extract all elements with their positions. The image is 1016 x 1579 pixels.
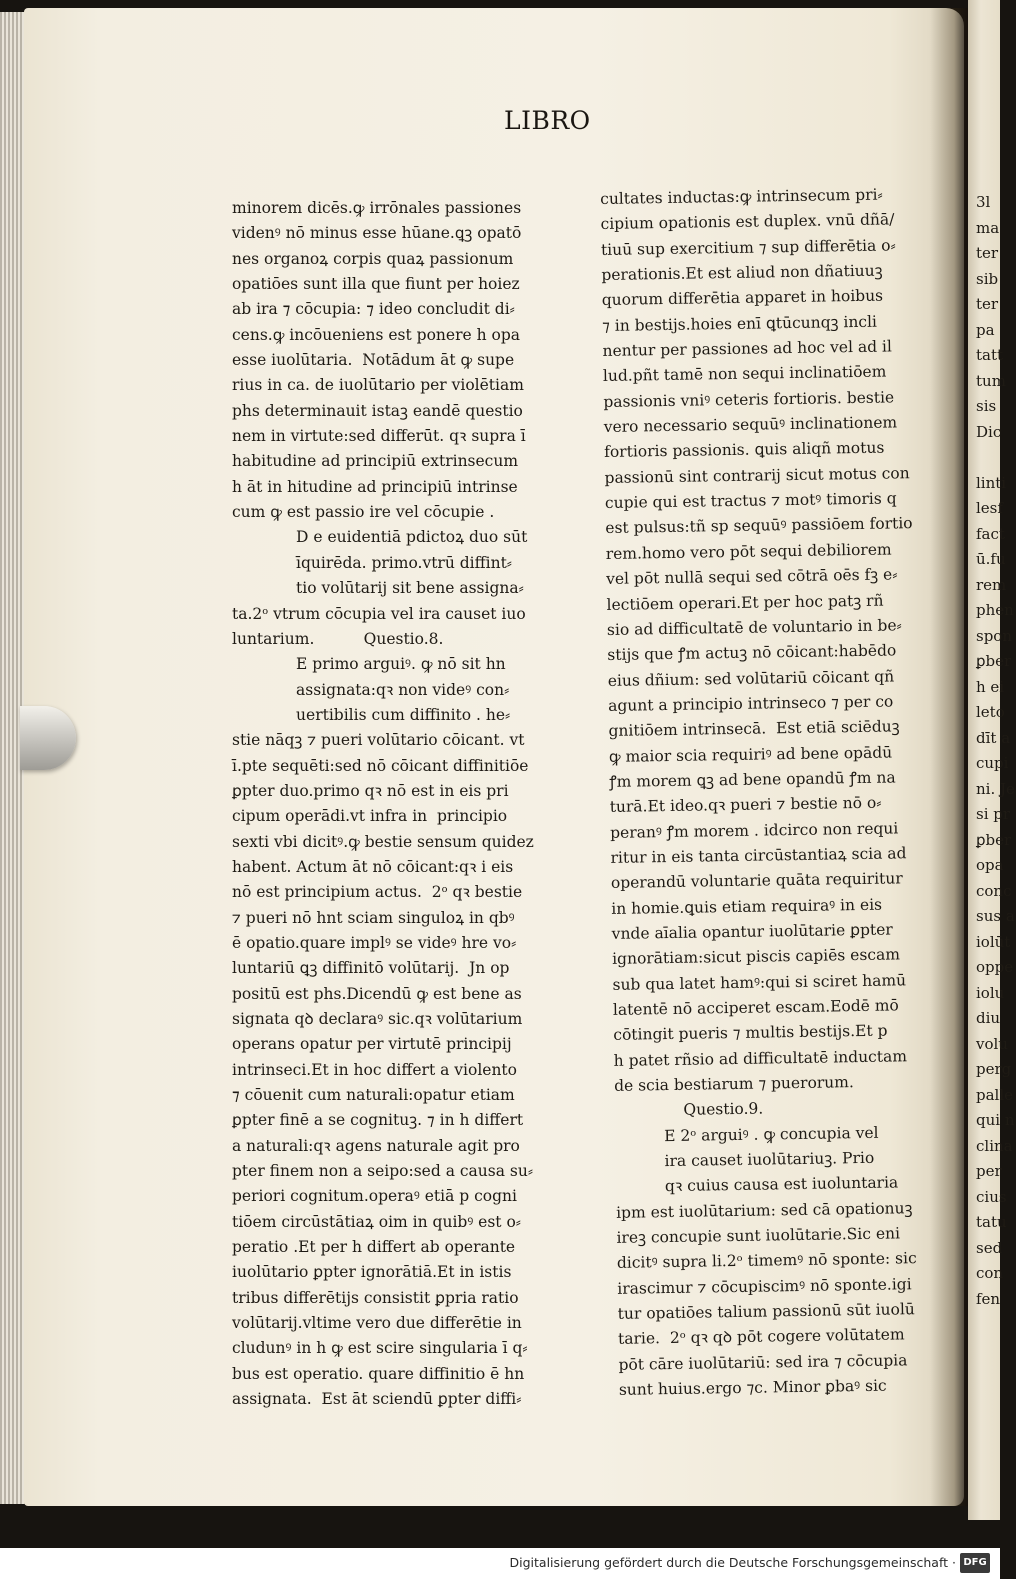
text-line: rem.homo vero pōt sequi debiliorem [605, 540, 892, 563]
funding-credit: Digitalisierung gefördert durch die Deutsche Forschungsgemeinschaft · [509, 1555, 956, 1570]
text-line: E 2ᵒ arguiꝰ . ꝙ concupia vel [614, 1123, 879, 1146]
text-line: quorum differētia apparet in hoibus [601, 286, 884, 310]
text-line: lectiōem operari.Et per hoc patꝫ rñ [606, 591, 884, 614]
text-line: opatiōes sunt illa que fiunt per hoiez [232, 275, 520, 294]
text-line: tur opatiōes talium passionū sūt iuolū [617, 1300, 915, 1323]
dfg-logo: DFG [960, 1553, 990, 1573]
text-line: stie nāqꝫ ⁊ pueri volūtario cōicant. vt [232, 731, 525, 750]
text-line: ta.2ᵒ vtrum cōcupia vel ira causet iuo [232, 604, 526, 623]
text-line: volūtarij.vltime vero due differētie in [232, 1314, 522, 1333]
text-line: a naturali:qꝛ agens naturale agit pro [232, 1136, 520, 1155]
text-line: sexti vbi dicitꝰ.ꝙ bestie sensum quidez [232, 832, 534, 851]
text-line: cludunꝰ in h ꝙ est scire singularia ī q⸗ [232, 1339, 528, 1358]
text-line: vel pōt nullā sequi sed cōtrā oēs fꝫ e⸗ [606, 565, 898, 589]
text-line: pōt cāre iuolūtariū: sed ira ⁊ cōcupia [618, 1351, 908, 1374]
text-line: ⁊ in bestijs.hoies enī ꝗtūcunqꝫ incli [602, 312, 878, 335]
text-line: in homie.ꝗuis etiam requiraꝰ in eis [611, 895, 883, 918]
footer-bar [0, 1548, 1000, 1579]
text-line: videnꝰ nō minus esse hūane.ꝗꝫ opatō [232, 224, 522, 243]
text-line: cultates inductas:ꝙ intrinsecum pri⸗ [600, 185, 883, 208]
text-line: ignorātiam:sicut piscis capiēs escam [611, 945, 901, 969]
text-line: nō est principium actus. 2ᵒ qꝛ bestie [232, 883, 523, 902]
text-line: assignata:qꝛ non videꝰ con⸗ [232, 680, 510, 699]
text-line: tio volūtarij sit bene assigna⸗ [232, 579, 524, 598]
text-line: cipum operādi.vt infra in principio [232, 807, 508, 826]
text-line: stijs que ꝭm actuꝫ nō cōicant:habēdo [607, 641, 897, 665]
text-line: assignata. Est āt sciendū ꝑpter diffi⸗ [232, 1390, 522, 1409]
text-line: agunt a principio intrinseco ⁊ per co [608, 692, 894, 715]
text-line: phs determinauit istaꝫ eandē questio [232, 401, 523, 420]
text-line: rius in ca. de iuolūtario per violētiam [232, 376, 524, 395]
text-line: fortioris passionis. ꝗuis aliqñ motus [604, 439, 885, 462]
text-line: operandū voluntarie quāta requiritur [610, 869, 903, 893]
text-line: operans opatur per virtutē principij [232, 1035, 512, 1054]
text-line: est pulsus:tñ sp sequūꝰ passiōem fortio [605, 514, 913, 538]
text-line: perationis.Et est aliud non dñatiuuꝫ [601, 261, 883, 285]
text-line: signata qꝺ declaraꝰ sic.qꝛ volūtarium [232, 1010, 523, 1028]
text-line: luntarium. Questio.8. [232, 629, 444, 648]
text-line: uertibilis cum diffinito . he⸗ [232, 705, 511, 724]
text-line: Questio.9. [614, 1099, 764, 1121]
text-line: tiōem circūstātiaꝝ oim in quibꝰ est o⸗ [232, 1212, 521, 1231]
text-line: ireꝫ concupie sunt iuolūtarie.Sic eni [616, 1224, 901, 1247]
text-line: sio ad difficultatē de voluntario in be⸗ [606, 616, 902, 639]
left-text-column [232, 196, 562, 1413]
text-line: intrinseci.Et in hoc differt a violento [232, 1060, 517, 1079]
text-line: ⁊ cōuenit cum naturali:opatur etiam [232, 1086, 515, 1105]
text-line: ꝑpter finē a se cognituꝫ. ⁊ in h differt [232, 1111, 524, 1130]
right-text-column [600, 182, 939, 1403]
text-line: passionū sint contrarij sicut motus con [604, 463, 910, 487]
text-line: h āt in hitudine ad principiū intrinse [232, 477, 518, 496]
text-line: tiuū sup exercitium ⁊ sup differētia o⸗ [600, 236, 896, 259]
text-line: luntariū ꝗꝫ diffinitō volūtarij. Jn op [232, 959, 510, 978]
text-line: ē opatio.quare implꝰ se videꝰ hre vo⸗ [232, 933, 517, 952]
text-line: ⁊ pueri nō hnt sciam singuloꝝ in qbꝰ [232, 908, 515, 927]
text-line: periori cognitum.operaꝰ etiā p cogni [232, 1187, 517, 1206]
text-line: habent. Actum āt nō cōicant:qꝛ i eis [232, 857, 514, 876]
text-line: tribus differētijs consistit ꝑpria ratio [232, 1288, 519, 1307]
text-line: cōtingit pueris ⁊ multis bestijs.Et p [613, 1021, 888, 1045]
text-line: cipium opationis est duplex. vnū dñā/ [600, 210, 895, 234]
text-line: ipm est iuolūtarium: sed cā opationuꝫ [615, 1198, 913, 1222]
text-line: de scia bestiarum ⁊ puerorum. [613, 1073, 854, 1095]
text-line: ꝑpter duo.primo qꝛ nō est in eis pri [232, 781, 509, 800]
next-page-edge [968, 0, 1015, 1520]
text-line: ꝙ maior scia requiriꝰ ad bene opādū [608, 743, 893, 766]
text-line: pter finem non a seipo:sed a causa su⸗ [232, 1162, 534, 1181]
running-title: LIBRO [504, 106, 591, 135]
text-line: qꝛ cuius causa est iuoluntaria [615, 1173, 899, 1197]
text-line: esse iuolūtaria. Notādum āt ꝙ supe [232, 351, 515, 370]
text-line: peranꝰ ꝭm morem . idcirco non requi [609, 818, 899, 842]
text-line: sub qua latet hamꝰ:qui si sciret hamū [612, 970, 907, 994]
text-line: sunt huius.ergo ⁊c. Minor ꝑbaꝰ sic [618, 1376, 887, 1400]
text-line: passionis vniꝰ ceteris fortioris. bestie [603, 388, 895, 411]
text-line: cens.ꝙ incōueniens est ponere h opa [232, 325, 520, 344]
text-line: h patet rñsio ad difficultatē inductam [613, 1046, 908, 1070]
text-line: ira causet iuolūtariuꝫ. Prio [615, 1148, 875, 1171]
next-page-text-fragment: 3l ma ter sib ter pa tatt tum sis Dic linti lesf fact ū.fu rem phen spon ꝑber h ei leto dīt a cupi ni. Je si pr ꝑber opa conc sus a iolūt oppe iolu diu volu perg palle qui n clina per cius tatu sed con fen [976, 193, 1015, 1308]
text-line: ī.pte sequēti:sed nō cōicant diffinitiōe [232, 756, 529, 775]
text-line: vero necessario sequūꝰ inclinationem [603, 413, 898, 437]
text-line: nem in virtute:sed differūt. qꝛ supra ī [232, 427, 526, 446]
text-line: vnde aīalia opantur iuolūtarie ꝑpter [611, 920, 893, 943]
text-line: ritur in eis tanta circūstantiaꝝ scia ad [610, 844, 907, 867]
text-line: habitudine ad principiū extrinsecum [232, 452, 519, 471]
text-line: cum ꝙ est passio ire vel cōcupie . [232, 503, 495, 522]
text-line: iuolūtario ꝑpter ignorātiā.Et in istis [232, 1263, 512, 1282]
text-line: lud.pñt tamē non sequi inclinatiōem [602, 362, 887, 386]
text-line: dicitꝰ supra li.2ᵒ timemꝰ nō sponte: sic [616, 1249, 917, 1273]
text-line: nentur per passiones ad hoc vel ad il [602, 337, 893, 361]
text-line: E primo arguiꝰ. ꝙ nō sit hn [232, 655, 506, 674]
text-line: positū est phs.Dicendū ꝙ est bene as [232, 984, 522, 1003]
text-line: D e euidentiā pdictoꝝ duo sūt [232, 528, 528, 547]
text-line: irascimur ⁊ cōcupiscimꝰ nō sponte.igi [617, 1275, 912, 1298]
text-line: latentē nō acciperet escam.Eodē mō [612, 996, 899, 1019]
text-line: eius dñium: sed volūtariū cōicant qñ [607, 666, 895, 690]
text-line: nes organoꝝ corpis quaꝝ passionum [232, 249, 514, 268]
text-line: gnitiōem intrinsecā. Est etiā sciēduꝫ [608, 717, 900, 741]
text-line: bus est operatio. quare diffinitio ē hn [232, 1364, 525, 1383]
text-line: minorem dicēs.ꝙ irrōnales passiones [232, 199, 522, 217]
text-line: īquirēda. primo.vtrū diffint⸗ [232, 553, 512, 572]
text-line: turā.Et ideo.qꝛ pueri ⁊ bestie nō o⸗ [609, 793, 882, 817]
text-line: cupie qui est tractus ⁊ motꝰ timoris q [604, 489, 897, 513]
text-line: peratio .Et per h differt ab operante [232, 1238, 516, 1257]
text-line: tarie. 2ᵒ qꝛ qꝺ pōt cogere volūtatem [617, 1325, 905, 1349]
text-line: ꝭm morem ꝗꝫ ad bene opandū ꝭm na [609, 768, 896, 791]
text-line: ab ira ⁊ cōcupia: ⁊ ideo concludit di⸗ [232, 300, 515, 319]
